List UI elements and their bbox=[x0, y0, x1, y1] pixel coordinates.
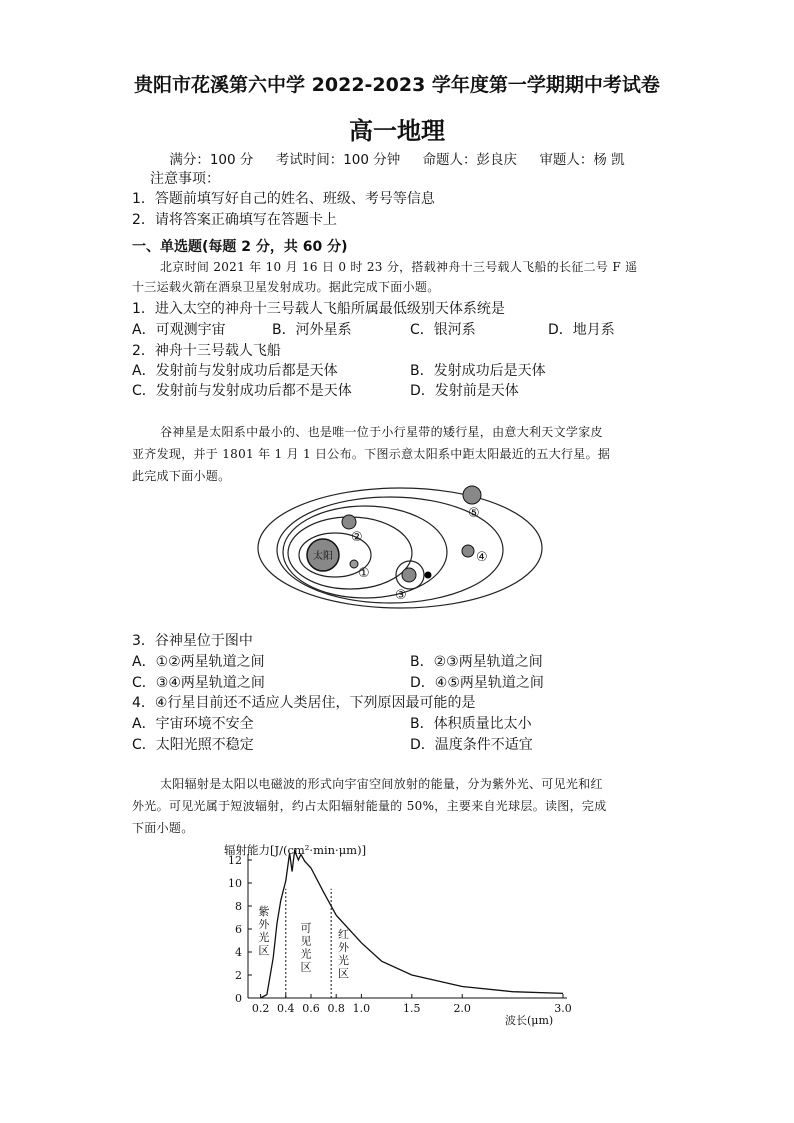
y-tick-label: 10 bbox=[228, 877, 242, 890]
x-tick-label: 1.5 bbox=[403, 1002, 421, 1015]
region-label-char: 区 bbox=[300, 960, 312, 974]
passage3-line1: 太阳辐射是太阳以电磁波的形式向宇宙空间放射的能量，分为紫外光、可见光和红 bbox=[160, 777, 603, 791]
q3-option-b[interactable]: B．②③两星轨道之间 bbox=[410, 654, 543, 670]
q3-stem: 3．谷神星位于图中 bbox=[132, 633, 253, 649]
x-tick-label: 0.4 bbox=[277, 1002, 295, 1015]
region-label-char: 区 bbox=[258, 944, 270, 958]
y-tick-label: 4 bbox=[235, 946, 242, 959]
passage2-line1: 谷神星是太阳系中最小的、也是唯一位于小行星带的矮行星，由意大利天文学家皮 bbox=[160, 425, 603, 439]
x-tick-label: 0.2 bbox=[251, 1002, 270, 1015]
region-label-char: 光 bbox=[300, 947, 312, 961]
region-label-1 bbox=[258, 904, 270, 957]
region-label-3 bbox=[338, 928, 350, 980]
note-item-2: 2．请将答案正确填写在答题卡上 bbox=[132, 212, 337, 228]
q2-option-d[interactable]: D．发射前是天体 bbox=[410, 383, 519, 399]
chart-xlabel: 波长(μm) bbox=[505, 1014, 554, 1027]
q2-option-c[interactable]: C．发射前与发射成功后都不是天体 bbox=[132, 383, 352, 399]
label-5: ⑤ bbox=[468, 506, 480, 521]
chart-ylabel: 辐射能力[J/(cm²·min·μm)] bbox=[224, 843, 367, 857]
label-1: ① bbox=[358, 566, 370, 581]
q2-option-b[interactable]: B．发射成功后是天体 bbox=[410, 363, 546, 379]
q4-option-d[interactable]: D．温度条件不适宜 bbox=[410, 737, 533, 753]
x-tick-label: 2.0 bbox=[453, 1002, 471, 1015]
radiation-chart bbox=[218, 838, 578, 1030]
region-label-2 bbox=[300, 921, 311, 973]
q1-option-d[interactable]: D．地月系 bbox=[548, 322, 615, 338]
region-label-char: 紫 bbox=[258, 905, 270, 919]
passage3-line2: 外光。可见光属于短波辐射，约占太阳辐射能量的 50%，主要来自光球层。读图，完成 bbox=[132, 799, 607, 813]
y-tick-label: 6 bbox=[235, 923, 242, 936]
passage3-line3: 下面小题。 bbox=[132, 821, 194, 835]
q2-stem: 2．神舟十三号载人飞船 bbox=[132, 343, 281, 359]
reviewer-text: 审题人：杨 凯 bbox=[539, 152, 625, 168]
q1-stem: 1．进入太空的神舟十三号载人飞船所属最低级别天体系统是 bbox=[132, 301, 505, 317]
x-tick-label: 0.8 bbox=[327, 1002, 345, 1015]
region-label-char: 光 bbox=[258, 931, 270, 945]
moon bbox=[425, 572, 432, 579]
planet-4 bbox=[462, 545, 474, 557]
setter-text: 命题人：彭良庆 bbox=[422, 152, 518, 168]
passage2-line3: 此完成下面小题。 bbox=[132, 469, 231, 483]
q4-option-b[interactable]: B．体积质量比太小 bbox=[410, 716, 532, 732]
x-tick-label: 0.6 bbox=[302, 1002, 320, 1015]
region-label-char: 可 bbox=[300, 921, 312, 935]
q3-option-a[interactable]: A．①②两星轨道之间 bbox=[132, 654, 265, 670]
region-label-char: 外 bbox=[258, 918, 270, 932]
q1-option-b[interactable]: B．河外星系 bbox=[272, 322, 352, 338]
x-tick-label: 1.0 bbox=[352, 1002, 371, 1015]
region-label-char: 外 bbox=[338, 941, 349, 955]
planet-1 bbox=[350, 560, 358, 568]
q2-option-a[interactable]: A．发射前与发射成功后都是天体 bbox=[132, 363, 338, 379]
planet-2 bbox=[342, 515, 356, 529]
q3-option-c[interactable]: C．③④两星轨道之间 bbox=[132, 675, 265, 691]
q4-stem: 4．④行星目前还不适应人类居住，下列原因最可能的是 bbox=[132, 695, 476, 711]
y-tick-label: 8 bbox=[235, 900, 242, 913]
q1-option-c[interactable]: C．银河系 bbox=[410, 322, 476, 338]
region-label-char: 区 bbox=[338, 967, 349, 981]
region-label-char: 见 bbox=[300, 934, 312, 948]
label-2: ② bbox=[351, 530, 363, 545]
time-text: 考试时间：100 分钟 bbox=[275, 152, 401, 168]
y-tick-label: 2 bbox=[235, 969, 242, 982]
y-tick-label: 12 bbox=[228, 854, 242, 867]
planet-5 bbox=[463, 486, 481, 504]
orbit-diagram bbox=[240, 480, 550, 610]
label-3: ③ bbox=[395, 588, 407, 603]
notes-heading: 注意事项： bbox=[150, 171, 220, 187]
passage1-line1: 北京时间 2021 年 10 月 16 日 0 时 23 分，搭载神舟十三号载人飞船的长征二号 F 遥 bbox=[160, 260, 638, 274]
label-4: ④ bbox=[476, 550, 488, 565]
passage1-line2: 十三运载火箭在酒泉卫星发射成功。据此完成下面小题。 bbox=[132, 280, 440, 294]
x-tick-label: 3.0 bbox=[554, 1002, 572, 1015]
score-text: 满分：100 分 bbox=[169, 152, 254, 168]
note-item-1: 1．答题前填写好自己的姓名、班级、考号等信息 bbox=[132, 191, 435, 207]
exam-info bbox=[0, 148, 794, 168]
sun-label: 太阳 bbox=[313, 551, 333, 562]
passage2-line2: 亚齐发现，并于 1801 年 1 月 1 日公布。下图示意太阳系中距太阳最近的五大行星。据 bbox=[132, 447, 611, 461]
q1-option-a[interactable]: A．可观测宇宙 bbox=[132, 322, 226, 338]
q4-option-a[interactable]: A．宇宙环境不安全 bbox=[132, 716, 254, 732]
region-label-char: 红 bbox=[338, 928, 349, 942]
subject-title: 高一地理 bbox=[349, 116, 445, 145]
y-tick-label: 0 bbox=[235, 992, 242, 1005]
planet-3 bbox=[402, 568, 416, 582]
region-label-char: 光 bbox=[338, 954, 349, 968]
q3-option-d[interactable]: D．④⑤两星轨道之间 bbox=[410, 675, 544, 691]
section-heading: 一、单选题(每题 2 分，共 60 分) bbox=[132, 239, 348, 255]
exam-title: 贵阳市花溪第六中学 2022-2023 学年度第一学期期中考试卷 bbox=[134, 74, 660, 96]
q4-option-c[interactable]: C．太阳光照不稳定 bbox=[132, 737, 254, 753]
